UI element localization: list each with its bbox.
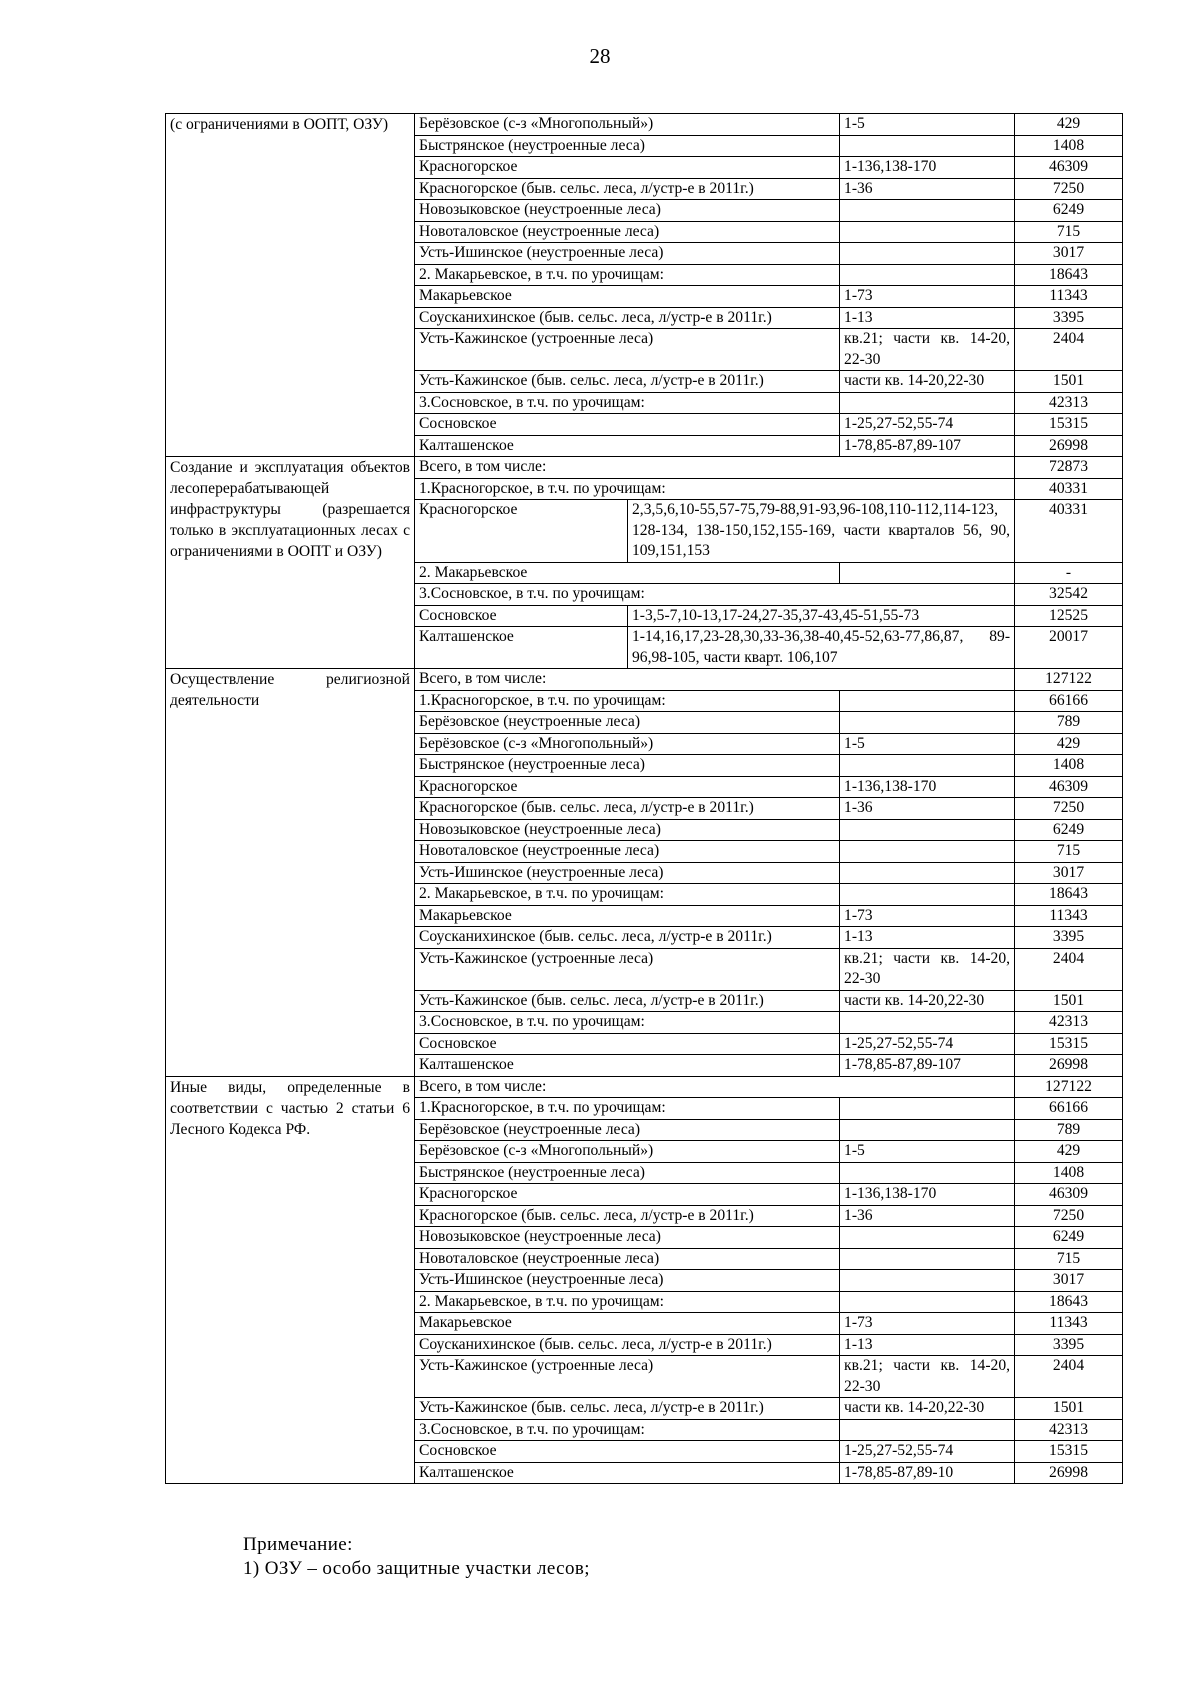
subdivision-cell: Красногорское [415,500,628,563]
subdivision-cell: Усть-Ишинское (неустроенные леса) [415,862,840,884]
area-cell: 2404 [1015,1356,1123,1398]
subdivision-cell: Соусканихинское (быв. сельс. леса, л/устр-е в 2011г.) [415,927,840,949]
area-cell: 26998 [1015,1462,1123,1484]
blocks-cell: части кв. 14-20,22-30 [840,990,1015,1012]
blocks-cell [840,1270,1015,1292]
subdivision-cell: Усть-Кажинское (устроенные леса) [415,1356,840,1398]
subdivision-cell: Макарьевское [415,905,840,927]
blocks-cell: 1-5 [840,114,1015,136]
area-cell: 127122 [1015,669,1123,691]
area-cell: 6249 [1015,819,1123,841]
area-cell: 3017 [1015,1270,1123,1292]
subdivision-cell: Сосновское [415,1033,840,1055]
subdivision-cell: Усть-Ишинское (неустроенные леса) [415,1270,840,1292]
subdivision-cell: Берёзовское (с-з «Многопольный») [415,1141,840,1163]
area-cell: 46309 [1015,157,1123,179]
blocks-cell: части кв. 14-20,22-30 [840,371,1015,393]
area-cell: - [1015,562,1123,584]
blocks-cell [840,690,1015,712]
blocks-cell: 1-73 [840,905,1015,927]
subdivision-cell: 3.Сосновское, в т.ч. по урочищам: [415,584,1015,606]
area-cell: 20017 [1015,627,1123,669]
blocks-cell: 1-13 [840,307,1015,329]
area-cell: 3017 [1015,862,1123,884]
subdivision-cell: Новозыковское (неустроенные леса) [415,819,840,841]
blocks-cell [840,1012,1015,1034]
subdivision-cell: Берёзовское (неустроенные леса) [415,712,840,734]
blocks-cell: 1-136,138-170 [840,776,1015,798]
subdivision-cell: Всего, в том числе: [415,669,1015,691]
area-cell: 789 [1015,1119,1123,1141]
subdivision-cell: 2. Макарьевское, в т.ч. по урочищам: [415,264,840,286]
area-cell: 15315 [1015,1033,1123,1055]
subdivision-cell: 2. Макарьевское, в т.ч. по урочищам: [415,884,840,906]
subdivision-cell: 3.Сосновское, в т.ч. по урочищам: [415,392,840,414]
table-row [166,457,1123,479]
blocks-cell [840,884,1015,906]
blocks-cell: 1-25,27-52,55-74 [840,414,1015,436]
subdivision-cell: Усть-Кажинское (быв. сельс. леса, л/устр-е в 2011г.) [415,990,840,1012]
blocks-cell [840,221,1015,243]
area-cell: 66166 [1015,1098,1123,1120]
subdivision-cell: Быстрянское (неустроенные леса) [415,135,840,157]
area-cell: 2404 [1015,329,1123,371]
area-cell: 3395 [1015,927,1123,949]
blocks-cell [840,1098,1015,1120]
blocks-cell: 1-13 [840,927,1015,949]
blocks-cell: 2,3,5,6,10-55,57-75,79-88,91-93,96-108,110-112,114-123, 128-134, 138-150,152,155-169, части кварталов 56, 90, 109,151,153 [628,500,1015,563]
blocks-cell [840,1227,1015,1249]
area-cell: 72873 [1015,457,1123,479]
area-cell: 6249 [1015,1227,1123,1249]
blocks-cell [840,862,1015,884]
blocks-cell: 1-13 [840,1334,1015,1356]
blocks-cell [840,1162,1015,1184]
subdivision-cell: Соусканихинское (быв. сельс. леса, л/устр-е в 2011г.) [415,1334,840,1356]
area-cell: 429 [1015,1141,1123,1163]
blocks-cell [840,135,1015,157]
area-cell: 1408 [1015,135,1123,157]
area-cell: 3395 [1015,1334,1123,1356]
area-cell: 46309 [1015,1184,1123,1206]
subdivision-cell: Новозыковское (неустроенные леса) [415,200,840,222]
area-cell: 42313 [1015,1012,1123,1034]
page-number: 28 [589,44,611,68]
note-item: 1) ОЗУ – особо защитные участки лесов; [243,1558,590,1579]
subdivision-cell: Берёзовское (с-з «Многопольный») [415,733,840,755]
blocks-cell: 1-3,5-7,10-13,17-24,27-35,37-43,45-51,55-73 [628,605,1015,627]
subdivision-cell: Красногорское (быв. сельс. леса, л/устр-е в 2011г.) [415,798,840,820]
area-cell: 15315 [1015,1441,1123,1463]
area-cell: 40331 [1015,500,1123,563]
area-cell: 127122 [1015,1076,1123,1098]
subdivision-cell: Новоталовское (неустроенные леса) [415,841,840,863]
blocks-cell [840,200,1015,222]
subdivision-cell: Берёзовское (с-з «Многопольный») [415,114,840,136]
area-cell: 715 [1015,1248,1123,1270]
subdivision-cell: Сосновское [415,1441,840,1463]
subdivision-cell: Усть-Кажинское (устроенные леса) [415,948,840,990]
area-cell: 3395 [1015,307,1123,329]
subdivision-cell: Берёзовское (неустроенные леса) [415,1119,840,1141]
subdivision-cell: Усть-Кажинское (устроенные леса) [415,329,840,371]
area-cell: 42313 [1015,1419,1123,1441]
area-cell: 715 [1015,841,1123,863]
subdivision-cell: Калташенское [415,435,840,457]
blocks-cell: 1-78,85-87,89-10 [840,1462,1015,1484]
subdivision-cell: 1.Красногорское, в т.ч. по урочищам: [415,690,840,712]
blocks-cell [840,1248,1015,1270]
note [243,1533,590,1581]
subdivision-cell: 1.Красногорское, в т.ч. по урочищам: [415,478,1015,500]
blocks-cell: 1-78,85-87,89-107 [840,435,1015,457]
area-cell: 7250 [1015,798,1123,820]
blocks-cell [840,1119,1015,1141]
blocks-cell [840,712,1015,734]
table-row [166,669,1123,691]
blocks-cell [840,1419,1015,1441]
area-cell: 46309 [1015,776,1123,798]
subdivision-cell: Красногорское [415,1184,840,1206]
area-cell: 26998 [1015,1055,1123,1077]
blocks-cell: кв.21; части кв. 14-20, 22-30 [840,948,1015,990]
category-cell: Иные виды, определенные в соответствии с частью 2 статьи 6 Лесного Кодекса РФ. [166,1076,415,1484]
blocks-cell: кв.21; части кв. 14-20, 22-30 [840,329,1015,371]
subdivision-cell: Новоталовское (неустроенные леса) [415,1248,840,1270]
subdivision-cell: Всего, в том числе: [415,1076,1015,1098]
area-cell: 18643 [1015,264,1123,286]
area-cell: 32542 [1015,584,1123,606]
subdivision-cell: Усть-Кажинское (быв. сельс. леса, л/устр-е в 2011г.) [415,371,840,393]
area-cell: 715 [1015,221,1123,243]
area-cell: 7250 [1015,1205,1123,1227]
blocks-cell [840,562,1015,584]
subdivision-cell: Соусканихинское (быв. сельс. леса, л/устр-е в 2011г.) [415,307,840,329]
blocks-cell: 1-78,85-87,89-107 [840,1055,1015,1077]
subdivision-cell: Калташенское [415,627,628,669]
blocks-cell [840,243,1015,265]
blocks-cell: 1-25,27-52,55-74 [840,1033,1015,1055]
area-cell: 18643 [1015,884,1123,906]
subdivision-cell: 2. Макарьевское, в т.ч. по урочищам: [415,1291,840,1313]
blocks-cell [840,264,1015,286]
blocks-cell [840,841,1015,863]
area-cell: 429 [1015,114,1123,136]
area-cell: 3017 [1015,243,1123,265]
blocks-cell: 1-25,27-52,55-74 [840,1441,1015,1463]
subdivision-cell: Красногорское [415,157,840,179]
area-cell: 1501 [1015,1398,1123,1420]
subdivision-cell: Калташенское [415,1055,840,1077]
blocks-cell: 1-73 [840,1313,1015,1335]
area-cell: 66166 [1015,690,1123,712]
area-cell: 1408 [1015,755,1123,777]
area-cell: 42313 [1015,392,1123,414]
blocks-cell [840,819,1015,841]
area-cell: 1501 [1015,990,1123,1012]
subdivision-cell: Красногорское [415,776,840,798]
forest-use-table [165,113,1123,1484]
table-row [166,114,1123,136]
subdivision-cell: Макарьевское [415,1313,840,1335]
blocks-cell [840,1291,1015,1313]
category-cell: Осуществление религиозной деятельности [166,669,415,1077]
area-cell: 12525 [1015,605,1123,627]
subdivision-cell: 3.Сосновское, в т.ч. по урочищам: [415,1419,840,1441]
blocks-cell: 1-5 [840,1141,1015,1163]
blocks-cell: 1-73 [840,286,1015,308]
subdivision-cell: Макарьевское [415,286,840,308]
subdivision-cell: Новозыковское (неустроенные леса) [415,1227,840,1249]
subdivision-cell: Новоталовское (неустроенные леса) [415,221,840,243]
area-cell: 11343 [1015,1313,1123,1335]
blocks-cell: 1-36 [840,798,1015,820]
blocks-cell [840,755,1015,777]
subdivision-cell: 2. Макарьевское [415,562,840,584]
note-title: Примечание: [243,1534,353,1555]
blocks-cell: 1-14,16,17,23-28,30,33-36,38-40,45-52,63-77,86,87, 89-96,98-105, части кварт. 106,107 [628,627,1015,669]
table-row [166,1076,1123,1098]
blocks-cell: части кв. 14-20,22-30 [840,1398,1015,1420]
area-cell: 7250 [1015,178,1123,200]
area-cell: 789 [1015,712,1123,734]
area-cell: 40331 [1015,478,1123,500]
subdivision-cell: Усть-Ишинское (неустроенные леса) [415,243,840,265]
category-cell: (с ограничениями в ООПТ, ОЗУ) [166,114,415,457]
subdivision-cell: Быстрянское (неустроенные леса) [415,1162,840,1184]
blocks-cell: 1-136,138-170 [840,1184,1015,1206]
subdivision-cell: Быстрянское (неустроенные леса) [415,755,840,777]
area-cell: 18643 [1015,1291,1123,1313]
subdivision-cell: Сосновское [415,414,840,436]
area-cell: 26998 [1015,435,1123,457]
subdivision-cell: Всего, в том числе: [415,457,1015,479]
blocks-cell: 1-5 [840,733,1015,755]
subdivision-cell: Красногорское (быв. сельс. леса, л/устр-е в 2011г.) [415,1205,840,1227]
blocks-cell: 1-36 [840,1205,1015,1227]
area-cell: 15315 [1015,414,1123,436]
area-cell: 11343 [1015,286,1123,308]
area-cell: 2404 [1015,948,1123,990]
area-cell: 1408 [1015,1162,1123,1184]
blocks-cell: кв.21; части кв. 14-20, 22-30 [840,1356,1015,1398]
subdivision-cell: Усть-Кажинское (быв. сельс. леса, л/устр-е в 2011г.) [415,1398,840,1420]
area-cell: 1501 [1015,371,1123,393]
blocks-cell: 1-136,138-170 [840,157,1015,179]
subdivision-cell: Красногорское (быв. сельс. леса, л/устр-е в 2011г.) [415,178,840,200]
subdivision-cell: Сосновское [415,605,628,627]
area-cell: 429 [1015,733,1123,755]
blocks-cell [840,392,1015,414]
subdivision-cell: Калташенское [415,1462,840,1484]
blocks-cell: 1-36 [840,178,1015,200]
area-cell: 11343 [1015,905,1123,927]
area-cell: 6249 [1015,200,1123,222]
subdivision-cell: 1.Красногорское, в т.ч. по урочищам: [415,1098,840,1120]
category-cell: Создание и эксплуатация объектов лесоперерабатывающей инфраструктуры (разрешается только в эксплуатационных лесах с ограничениями в ООПТ и ОЗУ) [166,457,415,669]
subdivision-cell: 3.Сосновское, в т.ч. по урочищам: [415,1012,840,1034]
